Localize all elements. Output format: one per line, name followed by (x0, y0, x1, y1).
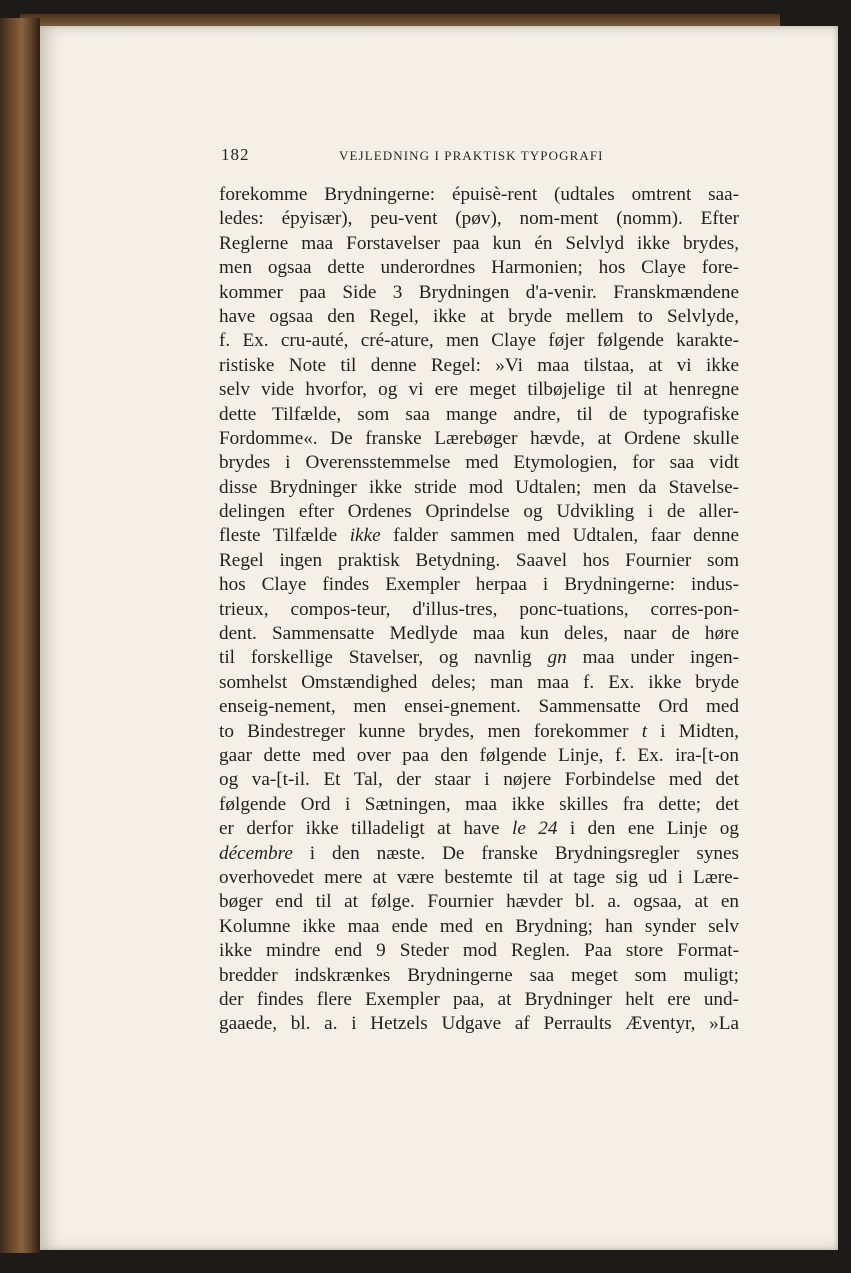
text-segment: falder sammen med Udtalen, faar denne (380, 525, 739, 547)
italic-text: ikke (349, 525, 381, 547)
text-line (219, 866, 739, 890)
text-line (219, 329, 739, 353)
italic-text: t (641, 720, 648, 742)
text-segment: disse Brydninger ikke stride mod Udtalen; men da Stavelse- (219, 476, 739, 498)
text-line (219, 573, 739, 597)
text-line (219, 939, 739, 963)
running-title: VEJLEDNING I PRAKTISK TYPOGRAFI (339, 148, 604, 163)
text-segment: ikke mindre end 9 Steder mod Reglen. Paa store Format- (219, 940, 739, 962)
text-segment: og va-[t-il. Et Tal, der staar i nøjere Forbindelse med det (219, 769, 739, 791)
italic-text: gn (547, 647, 567, 669)
text-segment: enseig-nement, men ensei-gnement. Sammensatte Ord med (219, 696, 739, 718)
book-binding (0, 18, 40, 1253)
text-line (219, 622, 739, 646)
text-segment: bredder indskrænkes Brydningerne saa meget som muligt; (219, 964, 739, 986)
text-line (219, 354, 739, 378)
text-segment: i den ene Linje og (557, 818, 739, 840)
text-segment: dent. Sammensatte Medlyde maa kun deles, naar de høre (219, 623, 739, 645)
text-segment: hos Claye findes Exempler herpaa i Brydningerne: indus- (219, 574, 739, 596)
text-line (219, 500, 739, 524)
text-line (219, 768, 739, 792)
text-segment: trieux, compos-teur, d'illus-tres, ponc-tuations, corres-pon- (219, 598, 739, 620)
page-header (221, 145, 741, 171)
text-segment: Fordomme«. De franske Lærebøger hævde, at Ordene skulle (219, 427, 739, 449)
text-segment: Kolumne ikke maa ende med en Brydning; han synder selv (219, 915, 739, 937)
text-line (219, 964, 739, 988)
text-line (219, 305, 739, 329)
italic-text: décembre (219, 842, 293, 864)
text-segment: der findes flere Exempler paa, at Brydninger helt ere und- (219, 988, 739, 1010)
text-line (219, 256, 739, 280)
text-line (219, 403, 739, 427)
text-line (219, 427, 739, 451)
text-segment: selv vide hvorfor, og vi ere meget tilbøjelige til at henregne (219, 379, 739, 401)
text-line (219, 524, 739, 548)
text-segment: fleste Tilfælde (219, 525, 350, 547)
text-segment: f. Ex. cru-auté, cré-ature, men Claye føjer følgende karakte- (219, 330, 739, 352)
text-segment: kommer paa Side 3 Brydningen d'a-venir. Franskmændene (219, 281, 739, 303)
book-edge-top (20, 14, 780, 26)
text-segment: til forskellige Stavelser, og navnlig (219, 647, 548, 669)
text-line (219, 207, 739, 231)
text-line (219, 183, 739, 207)
text-line (219, 451, 739, 475)
text-segment: dette Tilfælde, som saa mange andre, til de typografiske (219, 403, 739, 425)
text-line (219, 915, 739, 939)
text-segment: bøger end til at følge. Fournier hævder bl. a. ogsaa, at en (219, 891, 739, 913)
text-segment: er derfor ikke tilladeligt at have (219, 818, 513, 840)
text-segment: Regel ingen praktisk Betydning. Saavel hos Fournier som (219, 549, 739, 571)
text-segment: men ogsaa dette underordnes Harmonien; hos Claye fore- (219, 257, 739, 279)
text-line (219, 232, 739, 256)
text-segment: gaaede, bl. a. i Hetzels Udgave af Perraults Æventyr, »La (219, 1013, 739, 1035)
text-line (219, 720, 739, 744)
text-segment: ledes: épyisær), peu-vent (pøv), nom-ment (nomm). Efter (219, 208, 739, 230)
text-segment: have ogsaa den Regel, ikke at bryde mellem to Selvlyde, (219, 305, 739, 327)
text-line (219, 890, 739, 914)
body-text (219, 183, 739, 1037)
text-line (219, 476, 739, 500)
text-segment: i Midten, (647, 720, 740, 742)
text-line (219, 1012, 739, 1036)
text-segment: somhelst Omstændighed deles; man maa f. Ex. ikke bryde (219, 671, 739, 693)
text-segment: Reglerne maa Forstavelser paa kun én Selvlyd ikke brydes, (219, 232, 739, 254)
text-segment: gaar dette med over paa den følgende Linje, f. Ex. ira-[t-on (219, 744, 739, 766)
text-line (219, 744, 739, 768)
page-number: 182 (221, 145, 250, 164)
text-line (219, 549, 739, 573)
text-line (219, 793, 739, 817)
text-segment: maa under ingen- (566, 647, 739, 669)
text-line (219, 842, 739, 866)
text-segment: i den næste. De franske Brydningsregler synes (292, 842, 739, 864)
text-segment: ristiske Note til denne Regel: »Vi maa tilstaa, at vi ikke (219, 354, 739, 376)
text-line (219, 646, 739, 670)
text-segment: to Bindestreger kunne brydes, men forekommer (219, 720, 642, 742)
text-segment: overhovedet mere at være bestemte til at tage sig ud i Lære- (219, 866, 739, 888)
text-line (219, 378, 739, 402)
text-segment: brydes i Overensstemmelse med Etymologien, for saa vidt (219, 452, 739, 474)
text-line (219, 988, 739, 1012)
text-segment: følgende Ord i Sætningen, maa ikke skilles fra dette; det (219, 793, 739, 815)
text-line (219, 281, 739, 305)
text-segment: forekomme Brydningerne: épuisè-rent (udtales omtrent saa- (219, 184, 739, 205)
text-segment: delingen efter Ordenes Oprindelse og Udvikling i de aller- (219, 501, 739, 523)
italic-text: le 24 (512, 818, 558, 840)
text-line (219, 695, 739, 719)
text-line (219, 817, 739, 841)
text-line (219, 598, 739, 622)
text-line (219, 671, 739, 695)
